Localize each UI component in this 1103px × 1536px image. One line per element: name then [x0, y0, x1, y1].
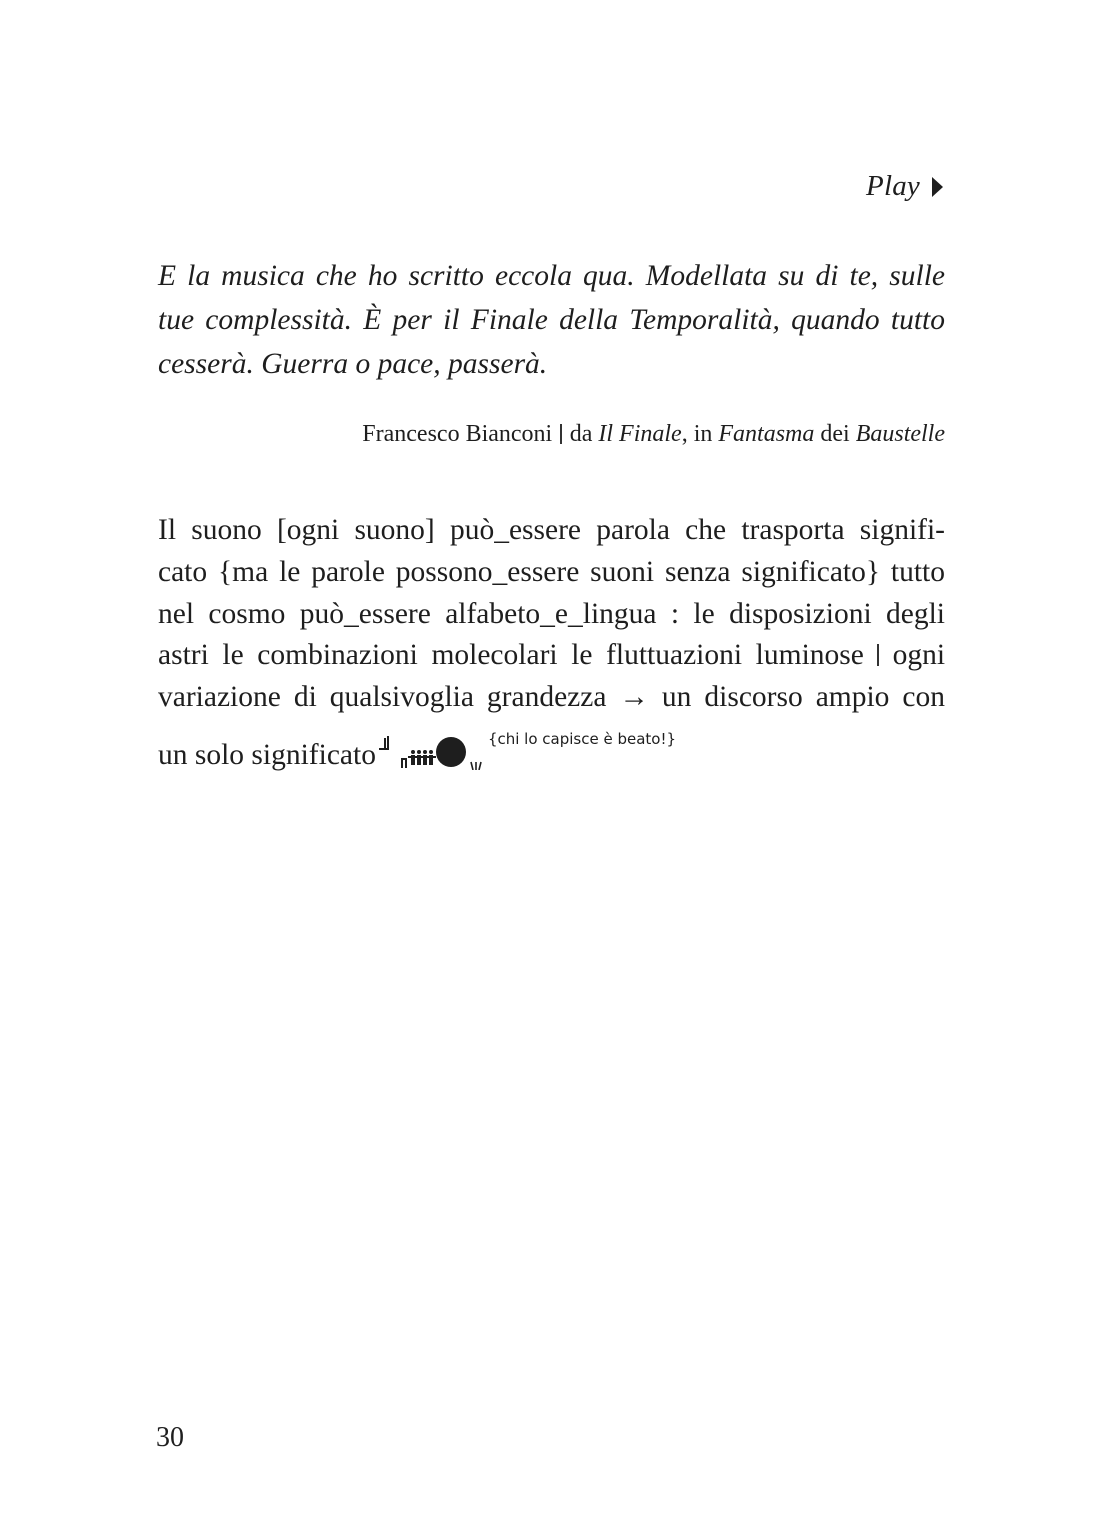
body-line: Il suono [ogni suono] può_essere parola che trasporta signifi- [158, 514, 945, 546]
page-number: 30 [156, 1422, 184, 1453]
body-line: variazione di qualsivoglia grandezza → un discorso ampio con [158, 681, 945, 714]
body-line [158, 635, 945, 677]
epigraph-line: cesserà. Guerra o pace, passerà. [158, 348, 548, 380]
symbol-glyphs-icon [378, 736, 486, 770]
body-line: cato {ma le parole possono_essere suoni senza significato} tutto [158, 555, 945, 588]
attribution-band: Baustelle [855, 421, 945, 447]
separator-bar [877, 644, 879, 666]
body-line-4-text: astri le combinazioni molecolari le fluttuazioni luminose [158, 639, 864, 672]
body-line: nel cosmo può_essere alfabeto_e_lingua : le disposizioni degli [158, 597, 945, 630]
attribution-album: Fantasma [718, 421, 815, 447]
attribution-in: , in [681, 421, 713, 447]
body-paragraph [158, 510, 945, 777]
attribution-author: Francesco Bianconi [362, 421, 553, 447]
attribution-song: Il Finale [598, 421, 682, 447]
separator-bar [560, 424, 562, 444]
running-head-title: Play [866, 170, 920, 202]
epigraph-line: tue complessità. È per il Finale della Temporalità, quando tutto [158, 304, 945, 336]
running-head [866, 170, 943, 203]
epigraph-line: E la musica che ho scritto eccola qua. Modellata su di te, sulle [158, 260, 945, 292]
superscript-note: {chi lo capisce è beato!} [487, 729, 677, 748]
body-line-6-text: un solo significato [158, 738, 376, 771]
play-triangle-icon [932, 177, 943, 197]
body-line-last [158, 719, 945, 777]
attribution-of: dei [820, 421, 850, 447]
epigraph-quote [158, 254, 945, 386]
attribution-from: da [569, 421, 593, 447]
body-line-4-end: ogni [892, 639, 946, 672]
epigraph-attribution [362, 421, 945, 448]
